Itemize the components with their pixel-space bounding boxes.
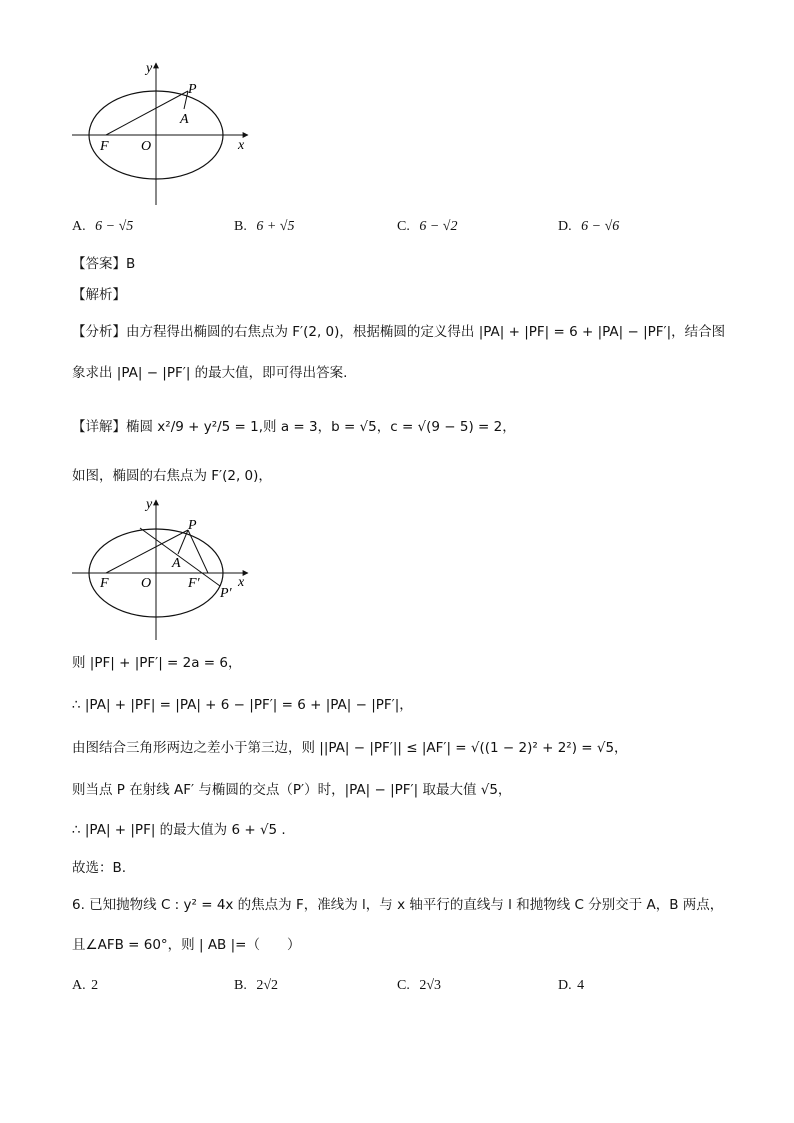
choice-line: 故选：B. [72, 860, 127, 876]
step-3: 由图结合三角形两边之差小于第三边，则 ||PA| − |PF′|| ≤ |AF′| = √((1 − 2)² + 2²) = √5， [72, 740, 628, 756]
option-letter: D. [558, 978, 572, 993]
option-value: 6 − √2 [419, 219, 458, 234]
fig2-label-a: A [172, 556, 181, 571]
xiangjie-label: 【详解】 [72, 419, 126, 435]
q6-option-d [558, 978, 584, 994]
option-letter: D. [558, 219, 572, 234]
ellipse-figure-1 [60, 55, 260, 210]
option-letter: C. [397, 219, 410, 234]
fenxi-line-2: 象求出 |PA| − |PF′| 的最大值，即可得出答案. [72, 365, 348, 381]
q6-line-2: 且∠AFB = 60°，则 | AB |=（ ） [72, 937, 301, 953]
fig1-label-o: O [141, 139, 152, 154]
option-value: 2 [91, 978, 99, 993]
fig2-label-x: x [238, 575, 245, 590]
q5-option-a [72, 219, 133, 235]
focus-paragraph: 如图，椭圆的右焦点为 F′(2, 0)， [72, 468, 272, 484]
fig2-label-p-prime: P′ [220, 586, 232, 601]
q6-option-a [72, 978, 98, 994]
ellipse-figure-2 [60, 492, 260, 647]
fig2-label-y: y [146, 497, 153, 512]
q6-option-b [234, 978, 278, 994]
option-value: 2√3 [419, 978, 442, 993]
option-letter: B. [234, 978, 247, 993]
q5-option-b [234, 219, 294, 235]
analysis-heading: 【解析】 [72, 287, 126, 303]
fig1-label-x: x [238, 138, 245, 153]
answer-line [72, 254, 135, 274]
fig2-label-o: O [141, 576, 152, 591]
option-value: 4 [577, 978, 585, 993]
fig1-label-f: F [100, 139, 109, 154]
step-5: ∴ |PA| + |PF| 的最大值为 6 + √5 . [72, 822, 286, 838]
fenxi-label: 【分析】 [72, 324, 126, 340]
answer-value: B [126, 256, 136, 272]
fig1-label-a: A [180, 112, 189, 127]
fig2-label-p: P [188, 518, 197, 533]
step-2: ∴ |PA| + |PF| = |PA| + 6 − |PF′| = 6 + |PA| − |PF′|， [72, 697, 413, 713]
option-letter: A. [72, 219, 86, 234]
fenxi-line-1 [72, 322, 725, 342]
option-value: 6 − √6 [581, 219, 620, 234]
q6-option-c [397, 978, 441, 994]
fig2-label-f: F [100, 576, 109, 591]
fenxi-text-1: 由方程得出椭圆的右焦点为 F′(2, 0)，根据椭圆的定义得出 |PA| + |PF| = 6 + |PA| − |PF′|，结合图 [126, 324, 726, 340]
xiangjie-line [72, 417, 516, 437]
option-letter: B. [234, 219, 247, 234]
option-value: 6 − √5 [95, 219, 134, 234]
option-value: 6 + √5 [256, 219, 295, 234]
xiangjie-text: 椭圆 x²/9 + y²/5 = 1,则 a = 3，b = √5，c = √(9 − 5) = 2， [126, 419, 516, 435]
q6-line-1: 6. 已知抛物线 C : y² = 4x 的焦点为 F，准线为 l，与 x 轴平行的直线与 l 和抛物线 C 分别交于 A，B 两点， [72, 897, 724, 913]
option-letter: A. [72, 978, 86, 993]
option-value: 2√2 [256, 978, 279, 993]
q5-option-d [558, 219, 619, 235]
q5-option-c [397, 219, 457, 235]
option-letter: C. [397, 978, 410, 993]
fig1-label-p: P [188, 82, 197, 97]
fig2-label-f-prime: F′ [188, 576, 200, 591]
step-4: 则当点 P 在射线 AF′ 与椭圆的交点（P′）时，|PA| − |PF′| 取最大值 √5， [72, 782, 512, 798]
step-1: 则 |PF| + |PF′| = 2a = 6， [72, 655, 242, 671]
fig1-label-y: y [146, 61, 153, 76]
answer-label: 【答案】 [72, 256, 126, 272]
